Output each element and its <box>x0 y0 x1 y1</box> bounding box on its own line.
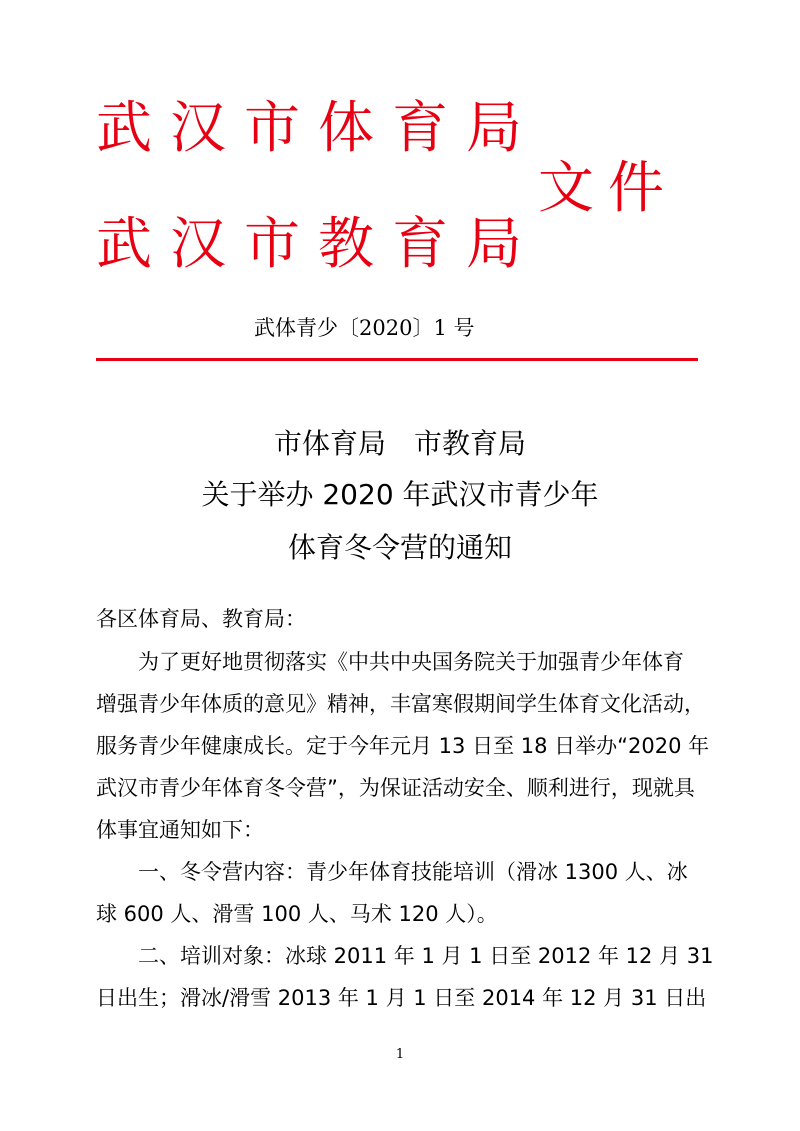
body-line: 球 600 人、滑雪 100 人、马术 120 人）。 <box>96 902 498 926</box>
title-line-1: 市体育局 市教育局 <box>273 427 526 460</box>
body-line: 为了更好地贯彻落实《中共中央国务院关于加强青少年体育 <box>96 650 684 674</box>
body-line: 增强青少年体质的意见》精神，丰富寒假期间学生体育文化活动， <box>96 692 705 716</box>
document-number: 武体青少〔2020〕1 号 <box>254 316 475 340</box>
issuer-sports-bureau: 武汉市体育局 <box>96 96 540 161</box>
red-divider-line <box>96 358 698 361</box>
page-number: 1 <box>395 1047 405 1062</box>
title-line-3: 体育冬令营的通知 <box>287 531 512 564</box>
body-line: 日出生；滑冰/滑雪 2013 年 1 月 1 日至 2014 年 12 月 31 日出 <box>96 986 707 1010</box>
salutation: 各区体育局、教育局： <box>96 607 306 631</box>
body-line: 武汉市青少年体育冬令营”，为保证活动安全、顺利进行，现就具 <box>96 776 695 800</box>
title-line-2: 关于举办 2020 年武汉市青少年 <box>201 478 599 511</box>
body-line: 体事宜通知如下： <box>96 818 264 842</box>
body-line: 二、培训对象：冰球 2011 年 1 月 1 日至 2012 年 12 月 31 <box>96 944 714 968</box>
body-line: 服务青少年健康成长。定于今年元月 13 日至 18 日举办“2020 年 <box>96 734 710 758</box>
document-type-label: 文件 <box>538 156 678 221</box>
body-line: 一、冬令营内容：青少年体育技能培训（滑冰 1300 人、冰 <box>96 860 688 884</box>
issuer-education-bureau: 武汉市教育局 <box>96 212 540 277</box>
